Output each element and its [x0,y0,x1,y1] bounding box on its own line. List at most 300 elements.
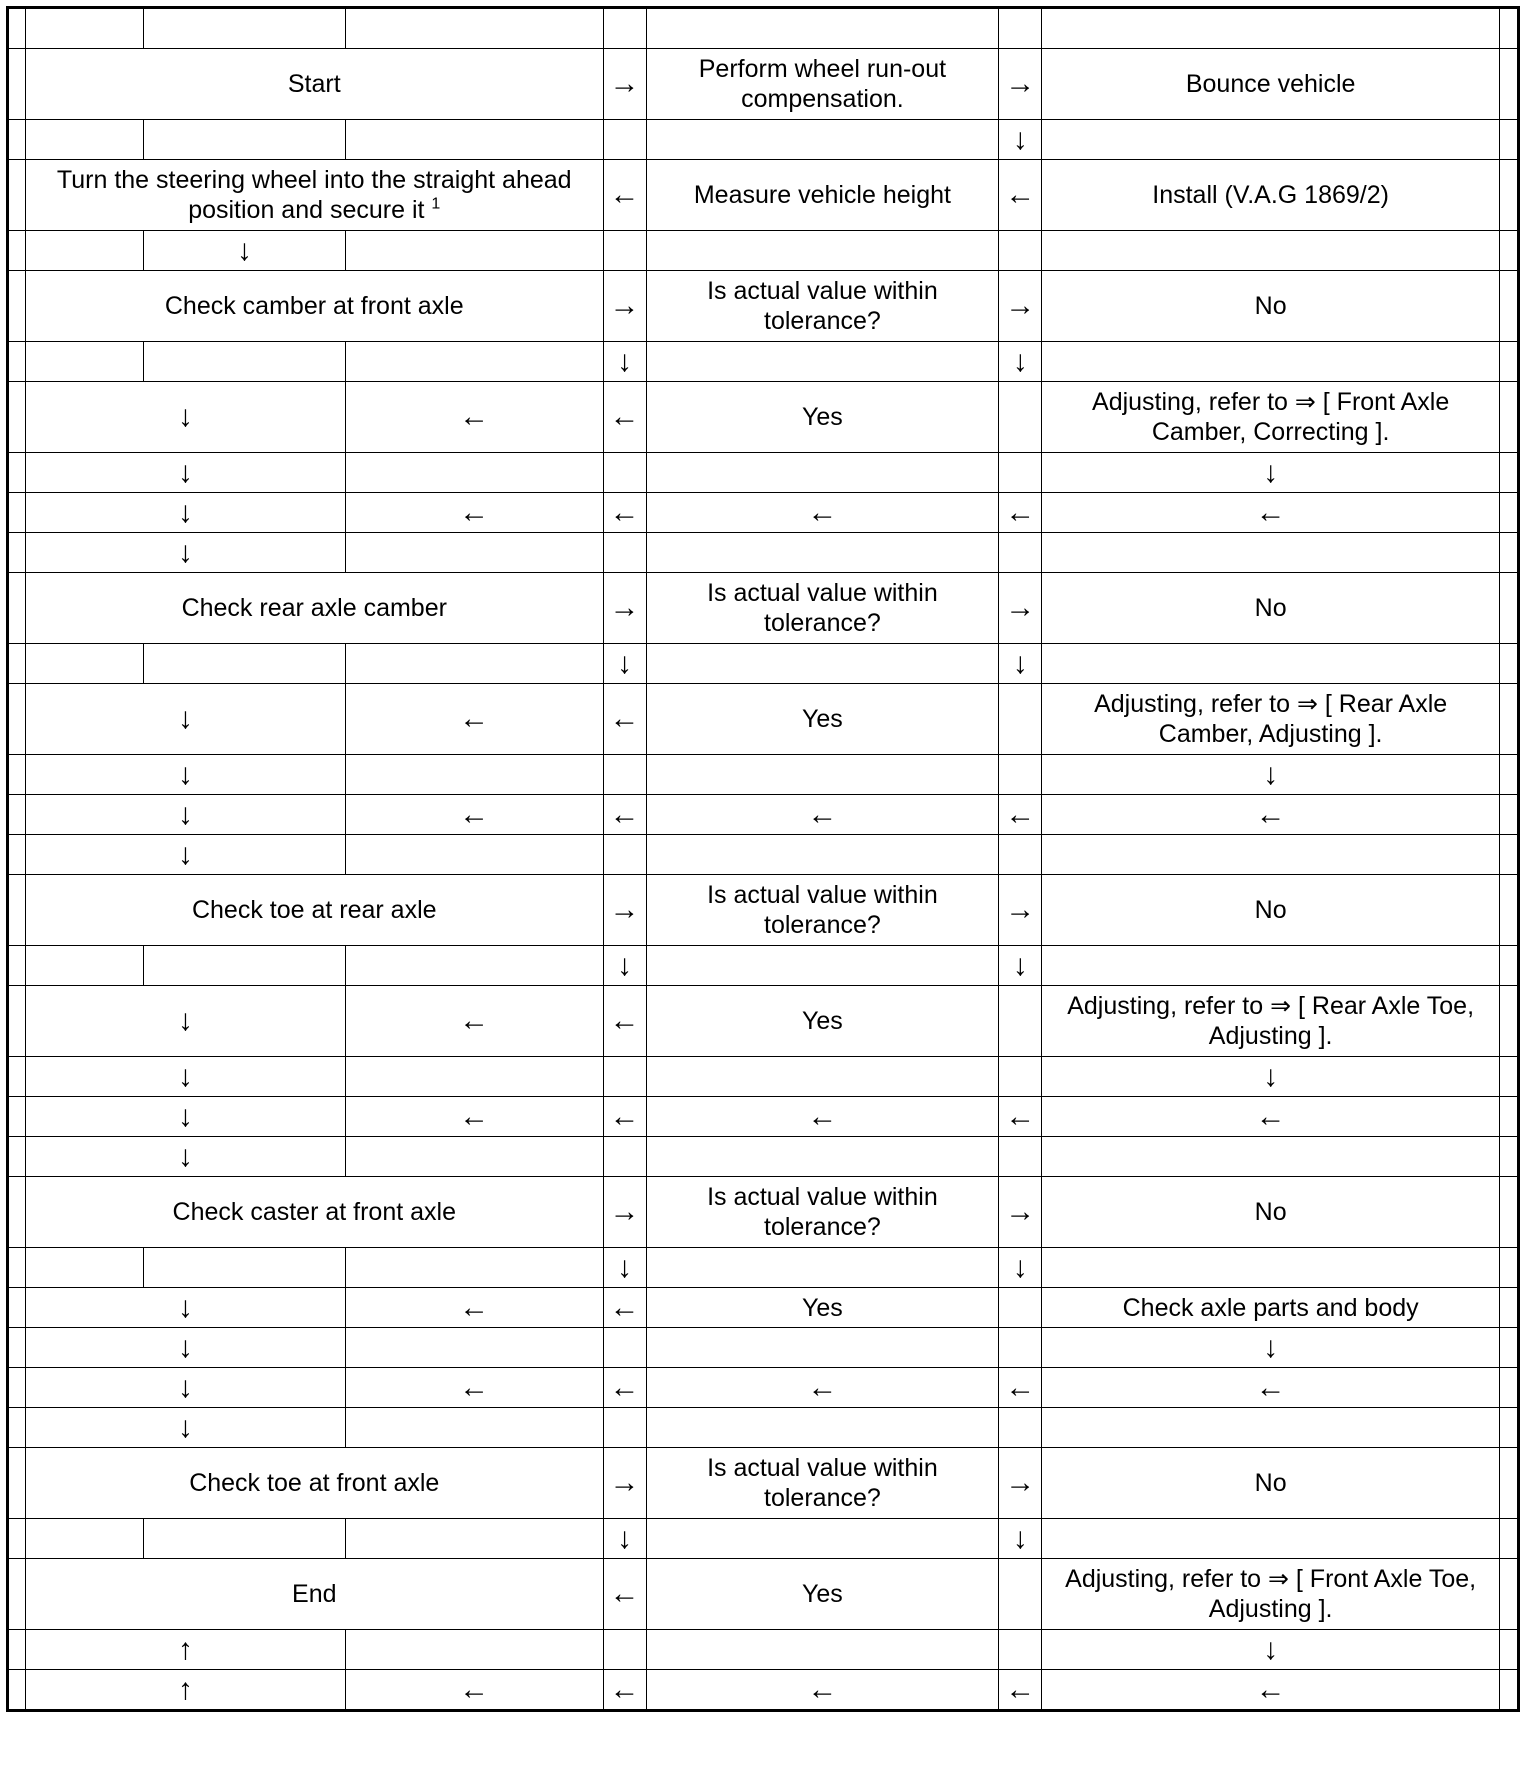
arrow-right-icon: → [603,1448,646,1519]
flow-step [1042,1288,1500,1328]
empty-cell [999,231,1042,271]
flow-row [8,1559,1519,1630]
empty-cell [1499,453,1518,493]
arrow-left-icon: ← [603,1559,646,1630]
flow-step [646,49,999,120]
empty-cell [8,573,26,644]
step-label: Check toe at rear axle [191,896,437,924]
empty-cell [1499,1448,1518,1519]
flow-step [646,160,999,231]
empty-cell [646,1519,999,1559]
flow-step [646,1288,999,1328]
empty-cell [646,8,999,49]
arrow-right-icon: → [603,271,646,342]
arrow-down-icon: ↓ [603,342,646,382]
step-label: No [1254,1469,1287,1497]
arrow-down-icon: ↓ [999,1248,1042,1288]
flow-row [8,49,1519,120]
flow-step [646,1559,999,1630]
empty-cell [646,1408,999,1448]
flow-row [8,835,1519,875]
empty-cell [8,271,26,342]
flow-row [8,453,1519,493]
flow-row [8,875,1519,946]
footnote-marker: 1 [431,195,441,213]
empty-cell [1499,1368,1518,1408]
step-label: Adjusting, refer to ⇒ [ Front Axle Camber, Correcting ]. [1092,388,1450,446]
empty-cell [345,1328,603,1368]
step-label: Measure vehicle height [693,181,951,209]
arrow-right-icon: → [999,271,1042,342]
flow-step [1042,875,1500,946]
empty-cell [1042,835,1500,875]
arrow-down-icon: ↓ [26,533,346,573]
empty-cell [345,1408,603,1448]
flow-row [8,1177,1519,1248]
step-label: Adjusting, refer to ⇒ [ Front Axle Toe, Adjusting ]. [1065,1565,1477,1623]
empty-cell [1499,755,1518,795]
empty-cell [646,453,999,493]
empty-cell [999,1559,1042,1630]
empty-cell [8,1368,26,1408]
empty-cell [999,755,1042,795]
flowchart-body [8,8,1519,1711]
empty-cell [1499,1408,1518,1448]
empty-cell [143,8,345,49]
flow-row [8,1670,1519,1711]
empty-cell [345,8,603,49]
empty-cell [143,946,345,986]
arrow-left-icon: ← [646,1670,999,1711]
flow-row [8,1408,1519,1448]
empty-cell [143,120,345,160]
empty-cell [8,1057,26,1097]
empty-cell [999,835,1042,875]
flow-step [1042,49,1500,120]
flow-row [8,684,1519,755]
arrow-right-icon: → [999,49,1042,120]
arrow-up-icon: ↑ [26,1670,346,1711]
arrow-left-icon: ← [999,1097,1042,1137]
step-label: Start [287,70,341,98]
step-label: Is actual value within tolerance? [707,277,938,335]
step-label: Yes [802,1580,843,1608]
empty-cell [999,8,1042,49]
flow-step [646,875,999,946]
empty-cell [8,342,26,382]
flow-row [8,231,1519,271]
empty-cell [26,120,144,160]
flow-step [26,160,604,231]
empty-cell [1499,1177,1518,1248]
flow-row [8,946,1519,986]
empty-cell [143,1519,345,1559]
empty-cell [8,946,26,986]
empty-cell [345,835,603,875]
arrow-down-icon: ↓ [26,1097,346,1137]
empty-cell [26,644,144,684]
empty-cell [603,1137,646,1177]
step-label: Yes [802,1293,843,1322]
arrow-left-icon: ← [345,382,603,453]
arrow-down-icon: ↓ [26,1057,346,1097]
flow-row [8,342,1519,382]
empty-cell [646,1248,999,1288]
empty-cell [999,1137,1042,1177]
empty-cell [345,1630,603,1670]
flow-step [1042,573,1500,644]
empty-cell [8,986,26,1057]
empty-cell [646,231,999,271]
flow-step [646,573,999,644]
empty-cell [8,120,26,160]
empty-cell [345,120,603,160]
arrow-left-icon: ← [646,493,999,533]
empty-cell [8,1670,26,1711]
arrow-left-icon: ← [999,1368,1042,1408]
arrow-down-icon: ↓ [26,835,346,875]
flow-row [8,1519,1519,1559]
empty-cell [26,342,144,382]
empty-cell [143,1248,345,1288]
empty-cell [646,533,999,573]
arrow-left-icon: ← [1042,795,1500,835]
empty-cell [646,946,999,986]
arrow-up-icon: ↑ [26,1630,346,1670]
empty-cell [999,382,1042,453]
empty-cell [1499,875,1518,946]
step-label: Check axle parts and body [1122,1293,1419,1322]
flow-row [8,1248,1519,1288]
arrow-down-icon: ↓ [26,1288,346,1328]
arrow-right-icon: → [999,875,1042,946]
empty-cell [646,1137,999,1177]
flow-row [8,1288,1519,1328]
arrow-right-icon: → [603,875,646,946]
step-label: Check rear axle camber [181,594,447,622]
arrow-left-icon: ← [603,1670,646,1711]
arrow-left-icon: ← [603,382,646,453]
arrow-down-icon: ↓ [26,795,346,835]
flow-row [8,8,1519,49]
flow-step [646,986,999,1057]
empty-cell [1499,795,1518,835]
arrow-left-icon: ← [345,1670,603,1711]
empty-cell [1042,1408,1500,1448]
empty-cell [603,231,646,271]
arrow-left-icon: ← [999,1670,1042,1711]
step-label: Install (V.A.G 1869/2) [1152,181,1389,209]
arrow-left-icon: ← [345,684,603,755]
step-label: Is actual value within tolerance? [707,881,938,939]
arrow-left-icon: ← [1042,1097,1500,1137]
arrow-down-icon: ↓ [26,1137,346,1177]
arrow-down-icon: ↓ [26,453,346,493]
empty-cell [646,1630,999,1670]
step-label: Check caster at front axle [172,1198,456,1226]
empty-cell [8,1448,26,1519]
empty-cell [8,684,26,755]
empty-cell [8,1408,26,1448]
flow-row [8,382,1519,453]
step-label: Yes [802,1007,843,1035]
arrow-left-icon: ← [603,1097,646,1137]
flow-step [1042,160,1500,231]
empty-cell [8,1177,26,1248]
empty-cell [1042,231,1500,271]
step-label: Check camber at front axle [164,292,464,320]
empty-cell [1499,271,1518,342]
arrow-left-icon: ← [1042,493,1500,533]
empty-cell [8,835,26,875]
step-label: No [1254,594,1287,622]
empty-cell [1499,986,1518,1057]
empty-cell [26,946,144,986]
empty-cell [1499,835,1518,875]
arrow-left-icon: ← [603,160,646,231]
step-label: Yes [802,403,843,431]
empty-cell [1042,1137,1500,1177]
flow-step [1042,382,1500,453]
empty-cell [999,1630,1042,1670]
arrow-left-icon: ← [1042,1368,1500,1408]
empty-cell [1042,946,1500,986]
arrow-left-icon: ← [603,986,646,1057]
flow-row [8,1057,1519,1097]
arrow-down-icon: ↓ [999,120,1042,160]
step-label: Turn the steering wheel into the straight ahead position and secure it [56,166,572,224]
empty-cell [1042,1519,1500,1559]
empty-cell [8,1559,26,1630]
empty-cell [26,1519,144,1559]
step-label: Bounce vehicle [1185,70,1356,98]
empty-cell [345,644,603,684]
arrow-left-icon: ← [603,1368,646,1408]
empty-cell [1499,684,1518,755]
empty-cell [8,875,26,946]
step-label: Is actual value within tolerance? [707,579,938,637]
empty-cell [8,533,26,573]
arrow-down-icon: ↓ [26,986,346,1057]
arrow-down-icon: ↓ [999,342,1042,382]
empty-cell [999,1288,1042,1328]
empty-cell [8,453,26,493]
empty-cell [1042,533,1500,573]
alignment-flowchart [6,6,1520,1712]
empty-cell [603,1630,646,1670]
empty-cell [603,1057,646,1097]
arrow-left-icon: ← [345,493,603,533]
empty-cell [1499,533,1518,573]
empty-cell [1499,1097,1518,1137]
arrow-left-icon: ← [603,684,646,755]
empty-cell [345,1137,603,1177]
arrow-left-icon: ← [646,1097,999,1137]
flow-row [8,160,1519,231]
empty-cell [999,453,1042,493]
flow-row [8,271,1519,342]
empty-cell [646,342,999,382]
flow-step [1042,1559,1500,1630]
step-label: Yes [802,705,843,733]
empty-cell [345,231,603,271]
flow-step [646,271,999,342]
arrow-down-icon: ↓ [143,231,345,271]
arrow-right-icon: → [603,573,646,644]
empty-cell [646,120,999,160]
empty-cell [8,1288,26,1328]
flow-step [646,684,999,755]
flow-row [8,1448,1519,1519]
arrow-down-icon: ↓ [603,1519,646,1559]
flow-step [26,271,604,342]
flow-step [1042,271,1500,342]
empty-cell [8,755,26,795]
arrow-down-icon: ↓ [603,1248,646,1288]
arrow-right-icon: → [999,1448,1042,1519]
flow-row [8,1630,1519,1670]
arrow-left-icon: ← [345,986,603,1057]
arrow-left-icon: ← [603,795,646,835]
arrow-left-icon: ← [603,1288,646,1328]
flow-step [646,1448,999,1519]
empty-cell [345,453,603,493]
empty-cell [646,835,999,875]
flow-step [1042,986,1500,1057]
flow-row [8,755,1519,795]
empty-cell [1499,49,1518,120]
flow-row [8,1097,1519,1137]
flow-step [1042,1448,1500,1519]
step-label: Adjusting, refer to ⇒ [ Rear Axle Toe, Adjusting ]. [1067,992,1475,1050]
arrow-left-icon: ← [345,1288,603,1328]
empty-cell [8,231,26,271]
empty-cell [345,946,603,986]
empty-cell [999,533,1042,573]
arrow-down-icon: ↓ [999,1519,1042,1559]
empty-cell [1499,160,1518,231]
arrow-down-icon: ↓ [26,755,346,795]
flow-row [8,1328,1519,1368]
empty-cell [8,8,26,49]
arrow-left-icon: ← [603,493,646,533]
empty-cell [345,1057,603,1097]
empty-cell [8,49,26,120]
empty-cell [8,493,26,533]
empty-cell [1499,1630,1518,1670]
step-label: Check toe at front axle [189,1469,440,1497]
arrow-down-icon: ↓ [26,684,346,755]
empty-cell [1499,493,1518,533]
flow-row [8,1137,1519,1177]
empty-cell [603,8,646,49]
flow-step [26,1177,604,1248]
arrow-left-icon: ← [646,795,999,835]
empty-cell [345,755,603,795]
flow-row [8,573,1519,644]
empty-cell [999,1057,1042,1097]
empty-cell [8,1248,26,1288]
step-label: Perform wheel run-out compensation. [698,55,947,113]
empty-cell [646,1328,999,1368]
flow-row [8,644,1519,684]
empty-cell [26,231,144,271]
arrow-down-icon: ↓ [26,1368,346,1408]
empty-cell [999,986,1042,1057]
flow-step [26,875,604,946]
arrow-down-icon: ↓ [1042,1328,1500,1368]
empty-cell [345,1519,603,1559]
empty-cell [345,342,603,382]
arrow-right-icon: → [999,573,1042,644]
flow-row [8,986,1519,1057]
empty-cell [345,533,603,573]
arrow-down-icon: ↓ [26,493,346,533]
empty-cell [8,795,26,835]
flow-step [646,382,999,453]
flow-row [8,120,1519,160]
arrow-left-icon: ← [345,1097,603,1137]
empty-cell [1499,1288,1518,1328]
arrow-down-icon: ↓ [1042,1057,1500,1097]
flow-step [26,49,604,120]
empty-cell [8,160,26,231]
step-label: Adjusting, refer to ⇒ [ Rear Axle Camber, Adjusting ]. [1094,690,1448,748]
empty-cell [8,1328,26,1368]
empty-cell [1042,342,1500,382]
arrow-right-icon: → [603,1177,646,1248]
arrow-down-icon: ↓ [1042,755,1500,795]
arrow-down-icon: ↓ [999,644,1042,684]
flow-row [8,493,1519,533]
arrow-down-icon: ↓ [603,946,646,986]
empty-cell [26,8,144,49]
flow-step [1042,1177,1500,1248]
arrow-down-icon: ↓ [1042,1630,1500,1670]
empty-cell [603,533,646,573]
empty-cell [143,342,345,382]
empty-cell [8,1630,26,1670]
empty-cell [8,1519,26,1559]
arrow-right-icon: → [603,49,646,120]
step-label: End [292,1580,337,1608]
arrow-right-icon: → [999,1177,1042,1248]
empty-cell [603,453,646,493]
empty-cell [8,382,26,453]
flow-row [8,1368,1519,1408]
arrow-down-icon: ↓ [999,946,1042,986]
empty-cell [26,1248,144,1288]
empty-cell [1042,1248,1500,1288]
arrow-left-icon: ← [345,1368,603,1408]
arrow-down-icon: ↓ [1042,453,1500,493]
flow-step [26,1559,604,1630]
empty-cell [646,755,999,795]
empty-cell [646,644,999,684]
empty-cell [1499,382,1518,453]
arrow-left-icon: ← [999,795,1042,835]
arrow-left-icon: ← [646,1368,999,1408]
empty-cell [8,1137,26,1177]
empty-cell [1499,1057,1518,1097]
arrow-left-icon: ← [345,795,603,835]
arrow-left-icon: ← [999,493,1042,533]
empty-cell [345,1248,603,1288]
flow-step [646,1177,999,1248]
empty-cell [603,120,646,160]
empty-cell [646,1057,999,1097]
flow-step [1042,684,1500,755]
